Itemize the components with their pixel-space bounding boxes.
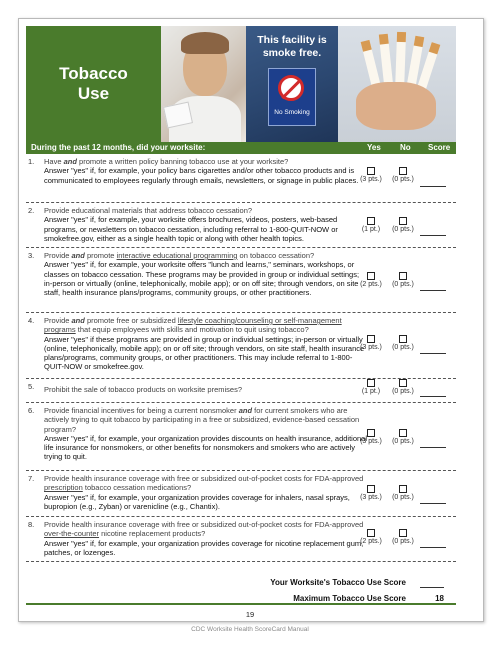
question-emphasis: and [71, 316, 85, 325]
answer-guidance: Answer "yes" if, for example, your policy bans cigarettes and/or other tobacco products and is communicated to employees regularly through emails, newsletters, or signage in public places. [44, 166, 359, 185]
question-text: nicotine replacement products? [99, 529, 206, 539]
no-checkbox[interactable] [399, 429, 407, 437]
no-checkbox[interactable] [399, 217, 407, 225]
question-text: that equip employees with skills and motivation to quit using tobacco? [75, 325, 309, 335]
smoke-free-sign-photo [246, 26, 338, 142]
question-number: 4. [28, 316, 35, 325]
title-line-2: Use [77, 84, 110, 103]
manual-name: CDC Worksite Health ScoreCard Manual [191, 626, 309, 633]
yes-points: (1 pt.) [361, 388, 381, 395]
no-header: No [400, 143, 411, 152]
question-number: 8. [28, 520, 35, 529]
score-line[interactable] [420, 353, 446, 354]
answer-guidance: Answer "yes" if, for example, your worksite offers brochures, videos, posters, web-based programs, or newsletters on tobacco cessation, including referral to 1-800-QUIT-NOW or smokefree.gov, either as a single health topic or along with other health topics. [44, 215, 338, 243]
yes-points: (1 pt.) [361, 226, 381, 233]
question-number: 7. [28, 474, 35, 483]
yes-points: (3 pts.) [360, 176, 382, 183]
yes-checkbox[interactable] [367, 217, 375, 225]
no-points: (0 pts.) [392, 226, 414, 233]
no-checkbox[interactable] [399, 529, 407, 537]
question-text: promote [84, 251, 117, 260]
no-checkbox[interactable] [399, 379, 407, 387]
question-row [26, 203, 456, 248]
question-emphasis: and [238, 406, 253, 415]
question-text: for current smokers who are actively trying to quit tobacco by participating in a free or subsidized, evidence-based cessation program? [44, 406, 360, 434]
man-smoking-photo [161, 26, 246, 142]
question-header: During the past 12 months, did your worksite: [31, 143, 206, 152]
no-points: (0 pts.) [392, 344, 414, 351]
page-number: 19 [245, 610, 255, 619]
score-line[interactable] [420, 186, 446, 187]
question-emphasis: and [71, 251, 85, 260]
question-row [26, 248, 456, 313]
question-list [26, 154, 456, 562]
question-number: 3. [28, 251, 35, 260]
section-header [26, 26, 456, 142]
question-text: Provide financial incentives for being a current nonsmoker [44, 406, 239, 415]
yes-checkbox[interactable] [367, 429, 375, 437]
yes-checkbox[interactable] [367, 379, 375, 387]
no-points: (0 pts.) [392, 388, 414, 395]
question-row [26, 313, 456, 379]
no-checkbox[interactable] [399, 335, 407, 343]
max-score-value: 18 [435, 594, 444, 603]
question-row [26, 379, 456, 403]
question-underlined: lifestyle coaching/counseling or self-management programs [44, 316, 342, 335]
no-checkbox[interactable] [399, 485, 407, 493]
score-line[interactable] [420, 547, 446, 548]
no-points: (0 pts.) [392, 538, 414, 545]
no-smoking-sign [268, 68, 316, 126]
yes-points: (3 pts.) [360, 494, 382, 501]
question-underlined: over-the-counter [44, 529, 100, 539]
yes-checkbox[interactable] [367, 335, 375, 343]
question-text: on tobacco cessation? [237, 251, 315, 260]
section-title [26, 26, 161, 142]
score-line[interactable] [420, 447, 446, 448]
sign-text-line-1: This facility is [257, 34, 327, 46]
question-text: Provide health insurance coverage with free or subsidized out-of-pocket costs for FDA-approved [44, 520, 364, 529]
score-line[interactable] [420, 503, 446, 504]
question-emphasis: and [63, 157, 77, 166]
question-row [26, 471, 456, 517]
score-line[interactable] [420, 396, 446, 397]
answer-guidance: Answer "yes" if, for example, your organization provides discounts on health insurance, additional life insurance for nonsmokers, or other benefits for nonsmokers and smokers who are actively trying to quit. [44, 433, 368, 462]
question-text: Have [44, 157, 64, 166]
yes-checkbox[interactable] [367, 485, 375, 493]
crushed-cigarettes-photo [338, 26, 456, 142]
yes-points: (2 pts.) [360, 538, 382, 545]
answer-guidance: Answer "yes" if, for example, your organization provides coverage for nicotine replacement gum, patches, or lozenges. [44, 538, 364, 557]
no-points: (0 pts.) [392, 438, 414, 445]
question-text: Provide [44, 316, 72, 325]
your-score-label: Your Worksite's Tobacco Use Score [270, 578, 406, 587]
question-underlined: interactive educational programming [116, 251, 238, 260]
yes-checkbox[interactable] [367, 272, 375, 280]
no-points: (0 pts.) [392, 281, 414, 288]
answer-guidance: Answer "yes" if these programs are provided in group or individual settings; in-person or virtually (online, telephonically, mobile app); on or off site; through vendors, on site staff, health insurance plans/programs, community groups, or other practitioners. This may include referral to 1-800-QUIT-NOW or smokefree.gov. [44, 334, 365, 372]
question-row [26, 154, 456, 203]
yes-header: Yes [367, 143, 381, 152]
no-points: (0 pts.) [392, 176, 414, 183]
question-row [26, 517, 456, 562]
question-text: Provide educational materials that address tobacco cessation? [44, 206, 253, 215]
question-number: 6. [28, 406, 35, 415]
answer-guidance: Answer "yes" if, for example, your worksite offers "lunch and learns," seminars, workshops, or classes on tobacco cessation. These programs may be provided in group or individual settings; in-person or virtually (online, telephonically, mobile app); or on off site; through vendors, on site staff, health insurance plans/programs, community groups, or other practitioners. [44, 260, 360, 298]
question-text: Provide health insurance coverage with free or subsidized out-of-pocket costs for FDA-approved [44, 474, 364, 483]
yes-points: (2 pts.) [360, 281, 382, 288]
question-row [26, 403, 456, 471]
yes-points: (3 pts.) [360, 438, 382, 445]
no-smoking-icon [278, 75, 304, 101]
score-line[interactable] [420, 290, 446, 291]
no-checkbox[interactable] [399, 272, 407, 280]
title-line-1: Tobacco [59, 64, 128, 83]
answer-guidance: Answer "yes" if, for example, your organization provides coverage for inhalers, nasal sprays, bupropion (e.g., Zyban) or varenicline (e.g., Chantix). [44, 492, 350, 511]
no-points: (0 pts.) [392, 494, 414, 501]
question-text: Prohibit the sale of tobacco products on worksite premises? [44, 385, 243, 394]
score-header: Score [428, 143, 451, 152]
no-smoking-label: No Smoking [274, 109, 310, 116]
max-score-label: Maximum Tobacco Use Score [293, 594, 406, 603]
question-number: 1. [28, 157, 35, 166]
bottom-rule [26, 603, 456, 605]
question-text: Provide [44, 251, 72, 260]
question-number: 5. [28, 382, 35, 391]
table-header [26, 142, 456, 154]
question-text: promote a written policy banning tobacco use at your worksite? [76, 157, 289, 166]
score-line[interactable] [420, 235, 446, 236]
yes-points: (3 pts.) [360, 344, 382, 351]
sign-text-line-2: smoke free. [262, 47, 322, 59]
yes-checkbox[interactable] [367, 167, 375, 175]
question-text: tobacco cessation medications? [82, 483, 192, 493]
no-checkbox[interactable] [399, 167, 407, 175]
question-underlined: prescription [44, 483, 83, 493]
question-number: 2. [28, 206, 35, 215]
question-text: promote free or subsidized [84, 316, 178, 325]
your-score-line[interactable] [420, 578, 444, 588]
yes-checkbox[interactable] [367, 529, 375, 537]
